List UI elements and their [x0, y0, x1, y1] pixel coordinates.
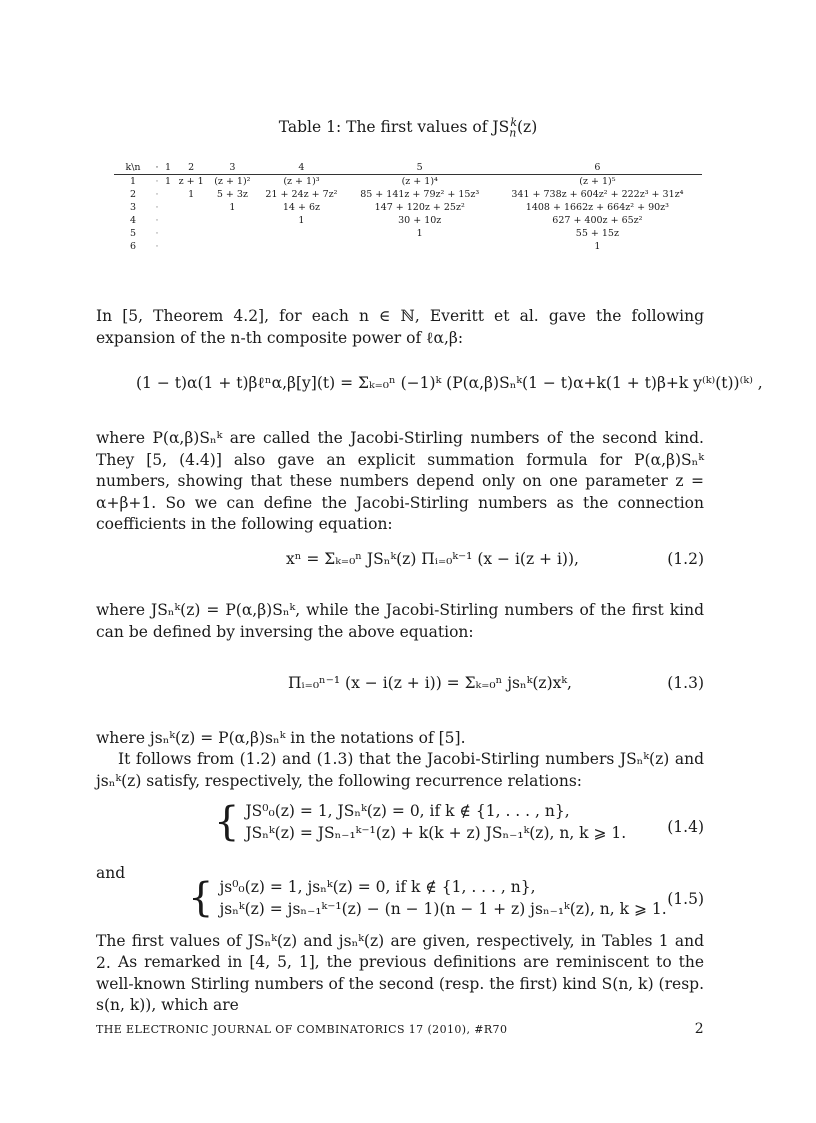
- left-brace: {: [188, 875, 214, 921]
- paragraph: The first values of JSₙᵏ(z) and jsₙᵏ(z) are given, respectively, in Tables 1 and 2.: [96, 932, 704, 972]
- table-cell: [208, 227, 256, 240]
- left-brace: {: [214, 799, 240, 845]
- column-separator: ·: [155, 215, 159, 226]
- equation-body: Πᵢ₌₀ⁿ⁻¹ (x − i(z + i)) = Σₖ₌₀ⁿ jsₙᵏ(z)xᵏ,: [288, 674, 572, 692]
- equation-line: js⁰₀(z) = 1, jsₙᵏ(z) = 0, if k ∉ {1, . . . , n},: [219, 878, 536, 896]
- table-cell: 14 + 6z: [282, 202, 321, 213]
- table-cell: 5 + 3z: [216, 189, 248, 200]
- table-cell: 5: [129, 228, 137, 239]
- table-cell: [174, 240, 209, 253]
- column-separator: ·: [155, 228, 159, 239]
- table-cell: [256, 227, 346, 240]
- table-cell: 1: [164, 176, 171, 187]
- table-cell: z + 1: [178, 176, 204, 187]
- table-cell: 1: [298, 215, 305, 226]
- table-cell: 1: [416, 228, 423, 239]
- equation-number: (1.2): [667, 550, 704, 568]
- header-cell: 4: [256, 161, 346, 175]
- header-cell: 5: [347, 161, 493, 175]
- equation-number: (1.5): [667, 890, 704, 908]
- paragraph: where P(α,β)Sₙᵏ are called the Jacobi-Stirling numbers of the second kind. They [5, (4.4)] also gave an explicit summation formula for P(α,β)Sₙᵏ numbers, showing that these numbers depend only on one parameter z = α+β+1. So we can define the Jacobi-Stirling numbers as the connection coefficients in the following equation:: [96, 429, 704, 533]
- table-cell: 2: [129, 189, 137, 200]
- table-row: [114, 201, 702, 214]
- header-cell: 1: [162, 161, 174, 175]
- table-cell: [162, 227, 174, 240]
- table-cell: 6: [129, 241, 137, 252]
- table-cell: [162, 240, 174, 253]
- table-cell: 147 + 120z + 25z²: [374, 202, 465, 213]
- table-cell: 1408 + 1662z + 664z² + 90z³: [525, 202, 669, 213]
- table-caption-math: (z): [516, 118, 538, 137]
- header-cell: 2: [174, 161, 209, 175]
- table-cell: [162, 201, 174, 214]
- table-cell: [162, 214, 174, 227]
- table-cell: 627 + 400z + 65z²: [552, 215, 643, 226]
- page-footer: [96, 1023, 704, 1036]
- table-caption: Table 1: The first values of $JS_n^k(z)$: [278, 116, 538, 140]
- header-cell: 6: [493, 161, 702, 175]
- table-cell: 21 + 24z + 7z²: [265, 189, 338, 200]
- table-cell: 3: [129, 202, 137, 213]
- table-cell: 1: [594, 241, 601, 252]
- equation-line: JS⁰₀(z) = 1, JSₙᵏ(z) = 0, if k ∉ {1, . . . , n},: [245, 802, 570, 820]
- equation-line: JSₙᵏ(z) = JSₙ₋₁ᵏ⁻¹(z) + k(k + z) JSₙ₋₁ᵏ(z), n, k ⩾ 1.: [245, 824, 627, 842]
- equation-1-3: [96, 660, 704, 710]
- table-cell: [162, 188, 174, 201]
- table-cell: [347, 240, 493, 253]
- equation-line: jsₙᵏ(z) = jsₙ₋₁ᵏ⁻¹(z) − (n − 1)(n − 1 + z) jsₙ₋₁ᵏ(z), n, k ⩾ 1.: [219, 900, 667, 918]
- jacobi-stirling-table: [114, 161, 702, 253]
- equation-number: (1.3): [667, 674, 704, 692]
- table-header-row: [114, 161, 702, 175]
- connector-word: and: [96, 864, 126, 882]
- paragraph: As remarked in [4, 5, 1], the previous definitions are reminiscent to the well-known Stirling numbers of the second (resp. the first) kind S(n, k) (resp. s(n, k)), which are: [96, 953, 704, 1014]
- header-cell: 3: [208, 161, 256, 175]
- paragraph: where JSₙᵏ(z) = P(α,β)Sₙᵏ, while the Jacobi-Stirling numbers of the first kind can be defined by inversing the above equation:: [96, 601, 704, 641]
- table-cell: 1: [229, 202, 236, 213]
- table-cell: 4: [129, 215, 137, 226]
- table-cell: [174, 214, 209, 227]
- equation-body: (1 − t)α(1 + t)βℓⁿα,β[y](t) = Σₖ₌₀ⁿ (−1)ᵏ (P(α,β)Sₙᵏ(1 − t)α+k(1 + t)β+k y⁽ᵏ⁾(t))⁽ᵏ⁾ ,: [136, 374, 763, 392]
- header-cell: k\n: [114, 161, 152, 175]
- table-cell: 1: [129, 176, 137, 187]
- equation-expansion: [96, 364, 763, 414]
- table-cell: (z + 1)²: [214, 176, 251, 187]
- paragraph: It follows from (1.2) and (1.3) that the Jacobi-Stirling numbers JSₙᵏ(z) and jsₙᵏ(z) satisfy, respectively, the following recurrence relations:: [96, 750, 704, 790]
- paragraph: In [5, Theorem 4.2], for each n ∈ ℕ, Everitt et al. gave the following expansion of the n-th composite power of ℓα,β:: [96, 307, 704, 347]
- table-cell: 341 + 738z + 604z² + 222z³ + 31z⁴: [511, 189, 684, 200]
- column-separator: ·: [155, 241, 159, 252]
- equation-number: (1.4): [667, 818, 704, 836]
- table-row: [114, 227, 702, 240]
- equation-1-4: [96, 800, 704, 854]
- table-cell: [174, 201, 209, 214]
- column-separator: ·: [155, 202, 159, 213]
- journal-citation: THE ELECTRONIC JOURNAL OF COMBINATORICS 17 (2010), #R70: [96, 1023, 508, 1036]
- table-cell: [208, 240, 256, 253]
- table-cell: [256, 240, 346, 253]
- column-separator: ·: [155, 189, 159, 200]
- paragraph: where jsₙᵏ(z) = P(α,β)sₙᵏ in the notations of [5].: [96, 729, 466, 747]
- table-row: [114, 175, 702, 189]
- equation-body: xⁿ = Σₖ₌₀ⁿ JSₙᵏ(z) Πᵢ₌₀ᵏ⁻¹ (x − i(z + i)),: [286, 550, 579, 568]
- table-row: [114, 188, 702, 201]
- page-number: 2: [694, 1021, 704, 1037]
- table-cell: (z + 1)³: [283, 176, 320, 187]
- table-cell: (z + 1)⁵: [579, 176, 616, 187]
- equation-1-2: [96, 540, 704, 590]
- table-caption-prefix: Table 1: The first values of JS: [278, 118, 510, 137]
- table-cell: (z + 1)⁴: [401, 176, 438, 187]
- table-row: [114, 240, 702, 253]
- table-cell: [174, 227, 209, 240]
- table-row: [114, 214, 702, 227]
- table-cell: [208, 214, 256, 227]
- table-cell: 30 + 10z: [398, 215, 442, 226]
- equation-1-5: [96, 876, 704, 926]
- column-separator: ·: [152, 161, 162, 175]
- column-separator: ·: [155, 176, 159, 187]
- table-cell: 1: [188, 189, 195, 200]
- table-cell: 85 + 141z + 79z² + 15z³: [360, 189, 480, 200]
- table-cell: 55 + 15z: [575, 228, 619, 239]
